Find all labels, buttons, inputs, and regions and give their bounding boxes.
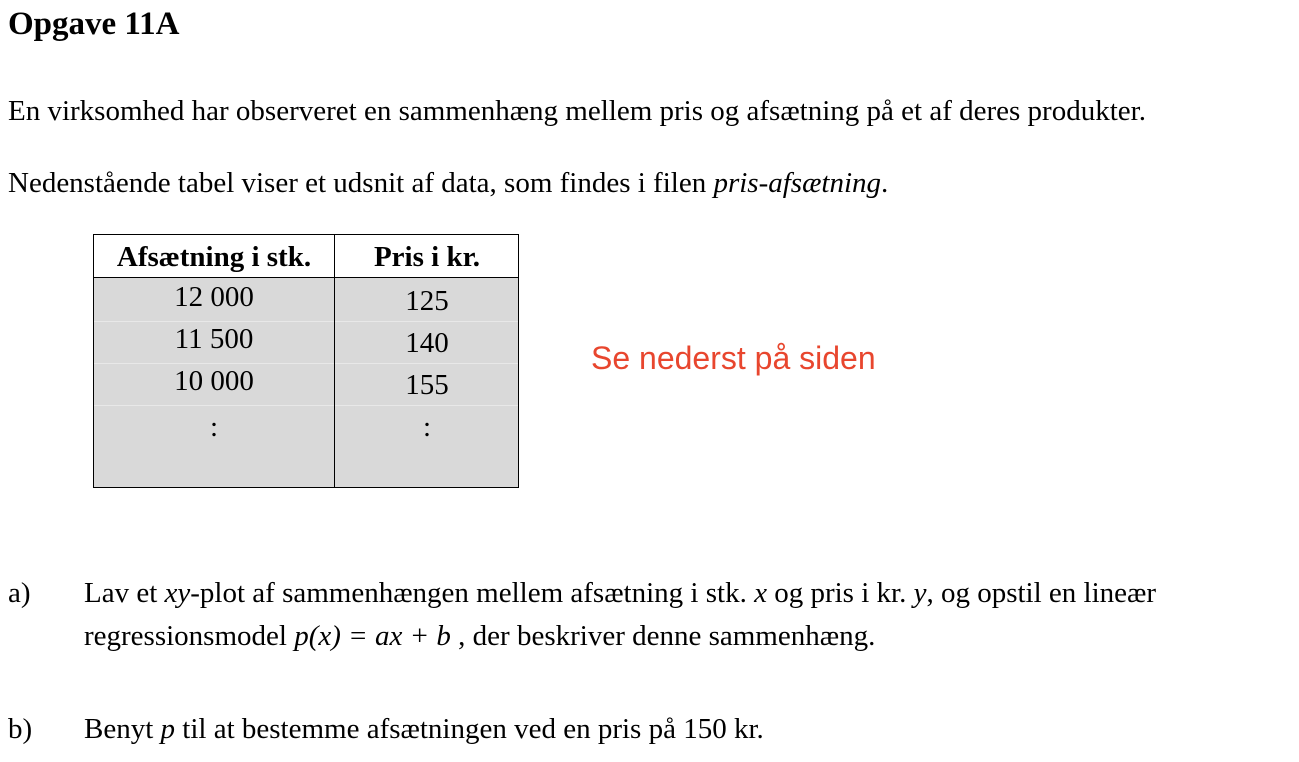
math-y: y	[913, 577, 927, 609]
table-cell-ellipsis: :	[422, 411, 432, 443]
text: -plot af sammenhængen mellem afsætning i stk.	[190, 577, 755, 609]
paragraph-text: Nedenstående tabel viser et udsnit af data, som findes i filen	[8, 167, 714, 199]
header-divider	[94, 277, 518, 278]
text: og pris i kr.	[766, 577, 914, 609]
exercise-title: Opgave 11A	[8, 6, 180, 42]
table-cell: 12 000	[174, 281, 254, 313]
text: Benyt	[84, 713, 161, 745]
data-table	[93, 234, 519, 488]
text: til at bestemme afsætningen ved en pris på 150 kr.	[175, 713, 764, 745]
text: regressionsmodel	[84, 620, 295, 652]
row-divider	[94, 363, 518, 364]
text: , og opstil en lineær	[926, 577, 1157, 609]
question-a-line1	[84, 577, 1156, 610]
column-divider	[334, 235, 335, 487]
question-b-label: b)	[8, 713, 33, 745]
text: , der beskriver denne sammenhæng.	[450, 620, 876, 652]
row-divider	[94, 405, 518, 406]
question-a-label: a)	[8, 577, 31, 609]
column-header-pris: Pris i kr.	[373, 241, 481, 273]
table-cell: 140	[405, 327, 449, 359]
math-x: x	[754, 577, 767, 609]
intro-paragraph: En virksomhed har observeret en sammenhæng mellem pris og afsætning på et af deres produkter.	[8, 95, 1146, 127]
annotation-note: Se nederst på siden	[591, 340, 876, 376]
question-a-line2	[84, 620, 875, 653]
math-p: p	[160, 713, 176, 745]
table-cell: 155	[405, 369, 449, 401]
text: Lav et	[84, 577, 165, 609]
table-cell: 10 000	[174, 365, 254, 397]
regression-formula: p(x) = ax + b	[294, 620, 451, 652]
data-filename: pris-afsætning	[713, 167, 882, 199]
question-b-text	[84, 713, 764, 746]
table-cell-ellipsis: :	[209, 411, 219, 443]
row-divider	[94, 321, 518, 322]
column-header-afsaetning: Afsætning i stk.	[116, 241, 312, 273]
math-xy: xy	[164, 577, 191, 609]
table-cell: 125	[405, 285, 449, 317]
table-cell: 11 500	[174, 323, 254, 355]
data-description-paragraph	[8, 167, 888, 200]
paragraph-end: .	[881, 167, 889, 199]
